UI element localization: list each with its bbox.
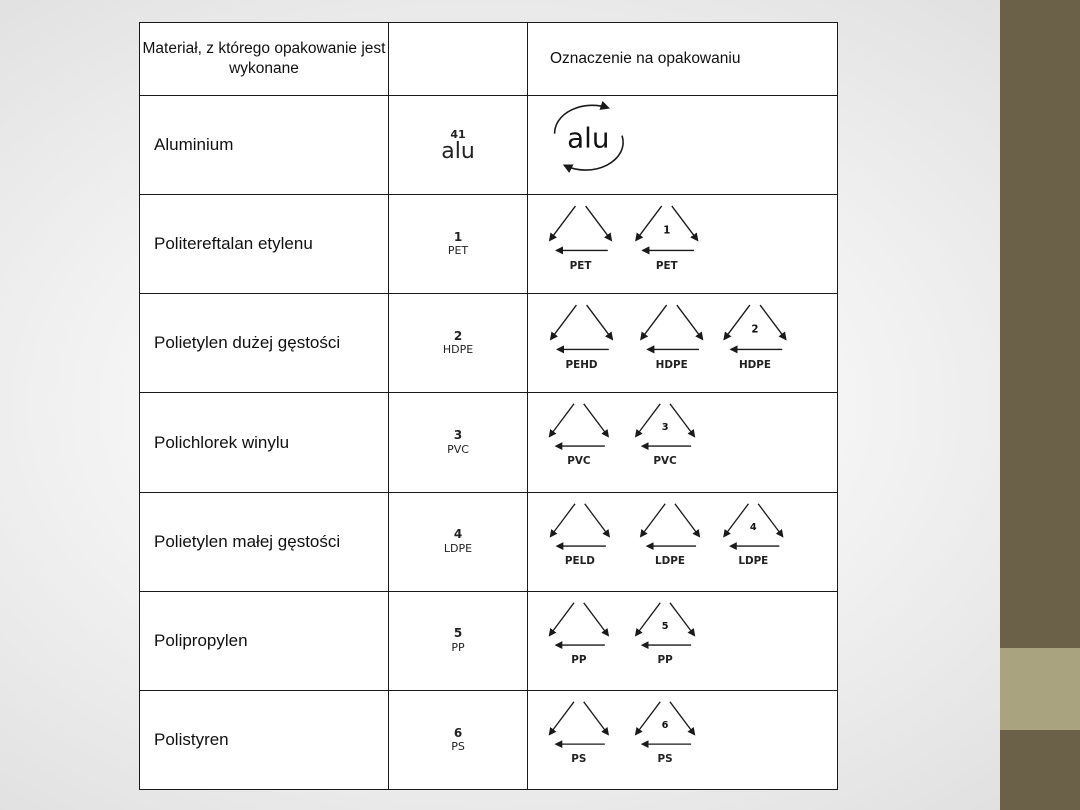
code-cell bbox=[389, 591, 528, 690]
table-body bbox=[140, 96, 838, 790]
marking-symbols bbox=[528, 294, 837, 392]
recycling-triangle-icon bbox=[641, 503, 700, 545]
triangle-side bbox=[584, 404, 608, 437]
triangle-side bbox=[670, 702, 694, 735]
marking-symbols bbox=[528, 96, 837, 194]
header-code bbox=[389, 23, 528, 96]
marking-symbols-cell bbox=[528, 492, 838, 591]
triangle-side bbox=[641, 503, 665, 536]
table-row bbox=[140, 492, 838, 591]
code-abbreviation: PVC bbox=[447, 442, 469, 456]
symbol-label: PELD bbox=[564, 554, 595, 567]
triangle-side bbox=[724, 305, 750, 339]
marking-symbols-cell bbox=[528, 96, 838, 195]
recycling-codes-table bbox=[139, 22, 838, 790]
recycling-triangle-icon bbox=[724, 503, 783, 545]
code-abbreviation: HDPE bbox=[442, 343, 474, 357]
triangle-side bbox=[584, 702, 608, 735]
triangle-side bbox=[587, 305, 613, 339]
symbol-label: PP bbox=[571, 653, 587, 666]
slide-side-accent bbox=[1000, 648, 1080, 730]
marking-symbols-cell bbox=[528, 393, 838, 492]
code-abbreviation: PET bbox=[447, 244, 469, 258]
recycling-triangle-icon bbox=[550, 603, 609, 645]
triangle-side bbox=[670, 404, 694, 437]
triangle-side bbox=[551, 503, 575, 536]
code-number: 6 bbox=[453, 725, 463, 740]
table-row bbox=[140, 591, 838, 690]
triangle-side bbox=[550, 603, 574, 636]
code-number: 5 bbox=[453, 626, 463, 641]
marking-symbols-cell bbox=[528, 294, 838, 393]
code-cell bbox=[389, 393, 528, 492]
triangle-side bbox=[670, 603, 694, 636]
code-abbreviation: PP bbox=[451, 640, 465, 654]
triangle-side bbox=[758, 503, 782, 536]
symbol-label: PEHD bbox=[565, 359, 598, 372]
marking-symbols bbox=[528, 592, 837, 690]
triangle-side bbox=[636, 206, 662, 240]
table-header-row bbox=[140, 23, 838, 96]
code-number: 3 bbox=[453, 428, 463, 443]
table-row bbox=[140, 294, 838, 393]
recycling-triangle-icon bbox=[550, 404, 609, 446]
material-name: Polietylen dużej gęstości bbox=[140, 294, 389, 393]
header-material: Materiał, z którego opakowanie jest wykonane bbox=[140, 23, 389, 96]
code-abbreviation: alu bbox=[441, 138, 475, 164]
header-marking: Oznaczenie na opakowaniu bbox=[528, 23, 838, 96]
symbol-label: PVC bbox=[567, 455, 591, 468]
recycling-triangle-icon bbox=[636, 404, 695, 446]
code-cell bbox=[389, 96, 528, 195]
triangle-side bbox=[550, 702, 574, 735]
recycling-triangle-icon bbox=[641, 305, 702, 349]
material-name: Polietylen małej gęstości bbox=[140, 492, 389, 591]
triangle-side bbox=[636, 404, 660, 437]
material-name: Polipropylen bbox=[140, 591, 389, 690]
triangle-side bbox=[636, 702, 660, 735]
symbol-number: 6 bbox=[661, 719, 669, 731]
symbol-number: 2 bbox=[751, 324, 759, 336]
triangle-side bbox=[584, 603, 608, 636]
triangle-side bbox=[641, 305, 667, 339]
marking-symbols bbox=[528, 493, 837, 591]
symbol-label: PET bbox=[655, 260, 678, 273]
symbol-label: HDPE bbox=[655, 359, 688, 372]
symbol-number: 4 bbox=[749, 521, 757, 533]
recycling-triangle-icon bbox=[551, 305, 612, 349]
code-number: 1 bbox=[453, 229, 463, 244]
code-cell bbox=[389, 195, 528, 294]
code-cell bbox=[389, 492, 528, 591]
triangle-side bbox=[677, 305, 703, 339]
triangle-side bbox=[550, 206, 576, 240]
recycling-triangle-icon bbox=[636, 206, 697, 250]
symbol-label: PVC bbox=[653, 455, 677, 468]
table-row bbox=[140, 195, 838, 294]
symbol-number: 1 bbox=[663, 225, 671, 237]
recycling-triangle-icon bbox=[550, 702, 609, 744]
code-abbreviation: PS bbox=[451, 739, 465, 753]
material-name: Politereftalan etylenu bbox=[140, 195, 389, 294]
code-number: 4 bbox=[453, 527, 463, 542]
code-number: 41 bbox=[450, 127, 466, 141]
material-name: Polichlorek winylu bbox=[140, 393, 389, 492]
marking-symbols bbox=[528, 691, 837, 789]
triangle-side bbox=[760, 305, 786, 339]
recycling-triangle-icon bbox=[550, 206, 611, 250]
marking-symbols-cell bbox=[528, 591, 838, 690]
triangle-side bbox=[672, 206, 698, 240]
symbol-label: HDPE bbox=[738, 359, 771, 372]
recycling-triangle-icon bbox=[636, 603, 695, 645]
triangle-side bbox=[724, 503, 748, 536]
code-number: 2 bbox=[453, 329, 463, 344]
recycling-triangle-icon bbox=[551, 503, 610, 545]
marking-symbols bbox=[528, 393, 837, 491]
symbol-label: PP bbox=[657, 653, 673, 666]
alu-symbol-text: alu bbox=[567, 121, 610, 155]
symbol-label: PET bbox=[569, 260, 592, 273]
symbol-label: LDPE bbox=[655, 554, 686, 567]
table-row bbox=[140, 393, 838, 492]
code-cell bbox=[389, 294, 528, 393]
triangle-side bbox=[551, 305, 577, 339]
triangle-side bbox=[636, 603, 660, 636]
recycling-triangle-icon bbox=[724, 305, 785, 349]
code-cell bbox=[389, 690, 528, 789]
marking-symbols-cell bbox=[528, 195, 838, 294]
alu-circle-symbol bbox=[555, 105, 624, 170]
marking-symbols bbox=[528, 195, 837, 293]
table-row bbox=[140, 96, 838, 195]
triangle-side bbox=[585, 503, 609, 536]
symbol-number: 5 bbox=[661, 620, 669, 632]
symbol-number: 3 bbox=[661, 422, 669, 434]
symbol-label: PS bbox=[571, 752, 587, 765]
triangle-side bbox=[586, 206, 612, 240]
recycling-triangle-icon bbox=[636, 702, 695, 744]
triangle-side bbox=[675, 503, 699, 536]
code-abbreviation: LDPE bbox=[443, 541, 473, 555]
symbol-label: LDPE bbox=[738, 554, 769, 567]
marking-symbols-cell bbox=[528, 690, 838, 789]
symbol-label: PS bbox=[657, 752, 673, 765]
triangle-side bbox=[550, 404, 574, 437]
material-name: Polistyren bbox=[140, 690, 389, 789]
table-row bbox=[140, 690, 838, 789]
material-name: Aluminium bbox=[140, 96, 389, 195]
